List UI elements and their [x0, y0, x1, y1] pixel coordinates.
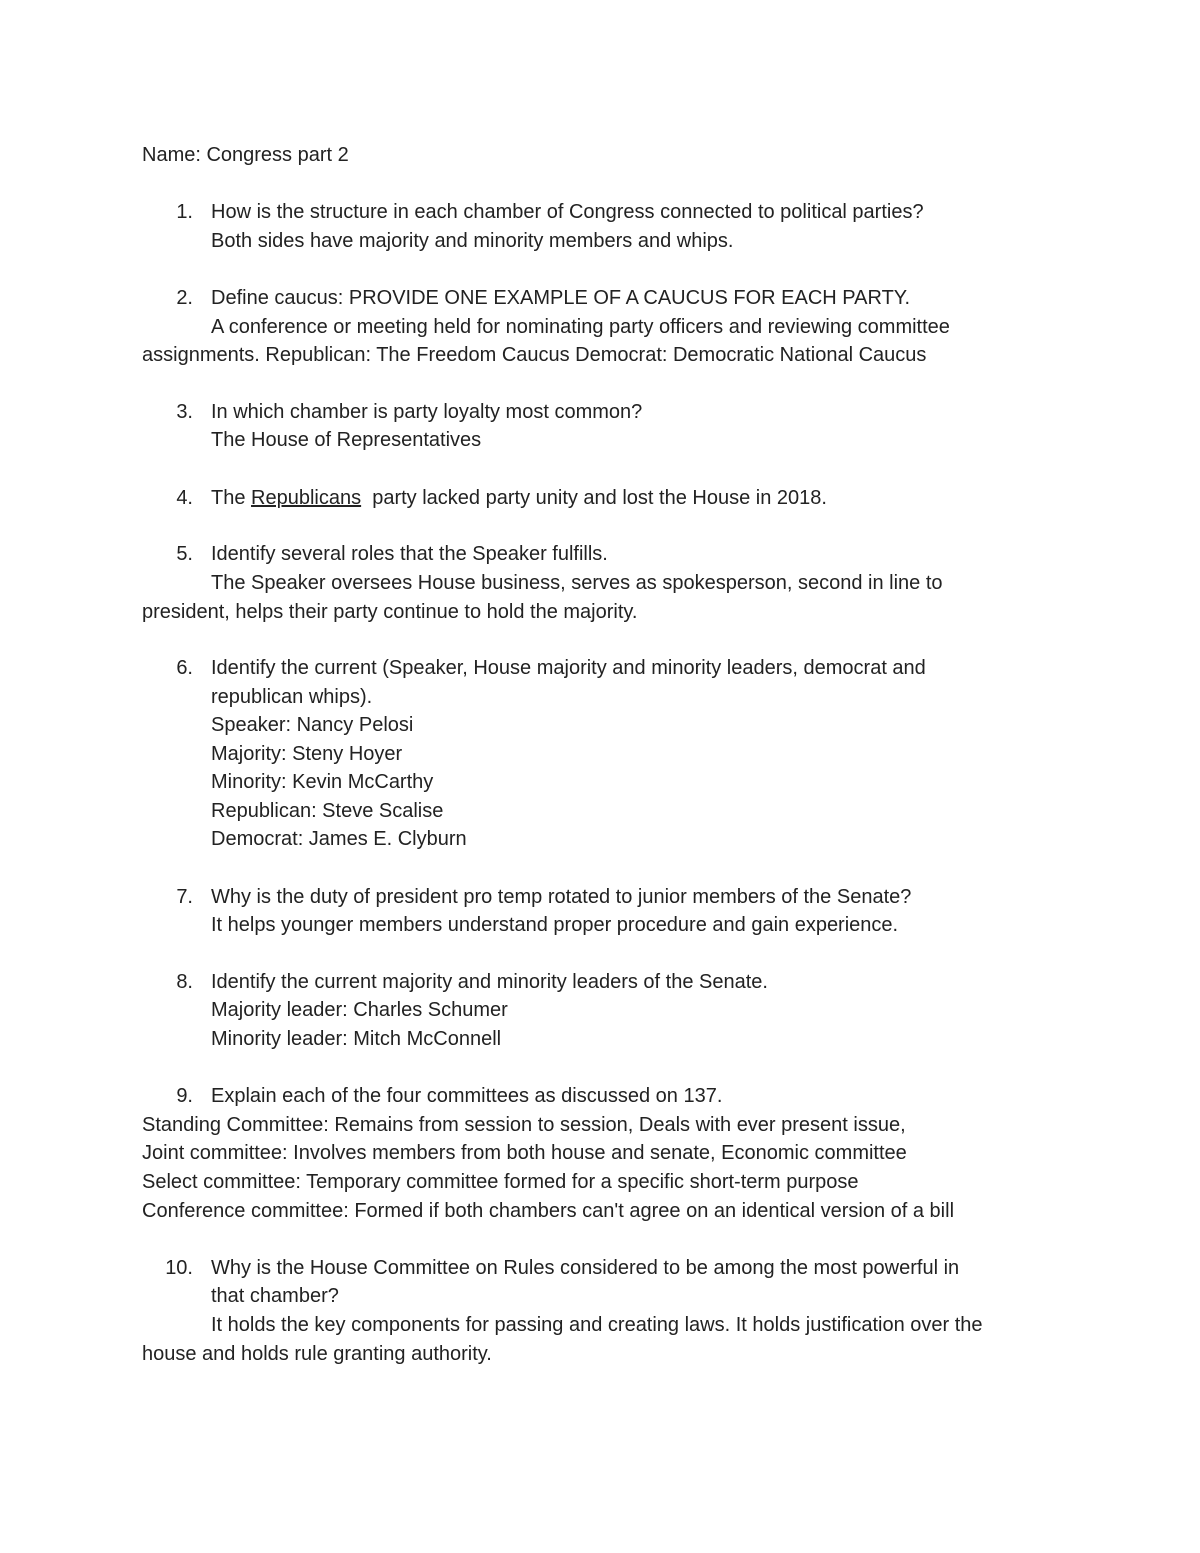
fill-in-blank-answer: Republicans	[251, 487, 362, 509]
question-text: Why is the duty of president pro temp rotated to junior members of the Senate?	[211, 886, 912, 908]
answer-text: Minority: Kevin McCarthy	[211, 771, 434, 793]
answer-text: Majority: Steny Hoyer	[211, 743, 403, 765]
question-number: 2.	[176, 287, 193, 309]
answer-text: The House of Representatives	[211, 429, 482, 451]
question-number: 7.	[176, 886, 193, 908]
answer-text: president, helps their party continue to hold the majority.	[142, 601, 638, 623]
question-prefix: The	[211, 487, 252, 509]
answer-text: Democrat: James E. Clyburn	[211, 828, 467, 850]
question-number: 3.	[176, 401, 193, 423]
question-text: Identify the current majority and minority leaders of the Senate.	[211, 971, 768, 993]
question-suffix: party lacked party unity and lost the House in 2018.	[361, 487, 827, 509]
question-text: that chamber?	[211, 1285, 339, 1307]
question-text: Identify several roles that the Speaker fulfills.	[211, 543, 608, 565]
answer-text: Republican: Steve Scalise	[211, 800, 444, 822]
question-text: How is the structure in each chamber of Congress connected to political parties?	[211, 201, 924, 223]
question-text: Explain each of the four committees as discussed on 137.	[211, 1085, 723, 1107]
question-number: 1.	[176, 201, 193, 223]
question-number: 6.	[176, 657, 193, 679]
answer-text: A conference or meeting held for nominating party officers and reviewing committee	[211, 316, 950, 338]
answer-text: Select committee: Temporary committee formed for a specific short-term purpose	[142, 1171, 859, 1193]
answer-text: house and holds rule granting authority.	[142, 1343, 492, 1365]
question-text: Identify the current (Speaker, House majority and minority leaders, democrat and	[211, 657, 926, 679]
question-number: 8.	[176, 971, 193, 993]
answer-text: Minority leader: Mitch McConnell	[211, 1028, 502, 1050]
question-number: 4.	[176, 487, 193, 509]
question-number: 5.	[176, 543, 193, 565]
answer-text: Conference committee: Formed if both chambers can't agree on an identical version of a bill	[142, 1200, 955, 1222]
question-number: 10.	[165, 1257, 193, 1279]
question-text: Define caucus: PROVIDE ONE EXAMPLE OF A CAUCUS FOR EACH PARTY.	[211, 287, 911, 309]
answer-text: Majority leader: Charles Schumer	[211, 999, 508, 1021]
answer-text: Both sides have majority and minority members and whips.	[211, 230, 734, 252]
question-text: Why is the House Committee on Rules considered to be among the most powerful in	[211, 1257, 960, 1279]
answer-text: Speaker: Nancy Pelosi	[211, 714, 414, 736]
name-line: Name: Congress part 2	[142, 144, 349, 166]
question-number: 9.	[176, 1085, 193, 1107]
question-text: In which chamber is party loyalty most common?	[211, 401, 643, 423]
answer-text: It holds the key components for passing and creating laws. It holds justification over the	[211, 1314, 983, 1336]
answer-text: Standing Committee: Remains from session to session, Deals with ever present issue,	[142, 1114, 906, 1136]
question-text	[211, 486, 827, 510]
answer-text: It helps younger members understand proper procedure and gain experience.	[211, 914, 899, 936]
answer-text: Joint committee: Involves members from both house and senate, Economic committee	[142, 1142, 907, 1164]
question-text: republican whips).	[211, 686, 373, 708]
answer-text: The Speaker oversees House business, serves as spokesperson, second in line to	[211, 572, 943, 594]
answer-text: assignments. Republican: The Freedom Caucus Democrat: Democratic National Caucus	[142, 344, 927, 366]
